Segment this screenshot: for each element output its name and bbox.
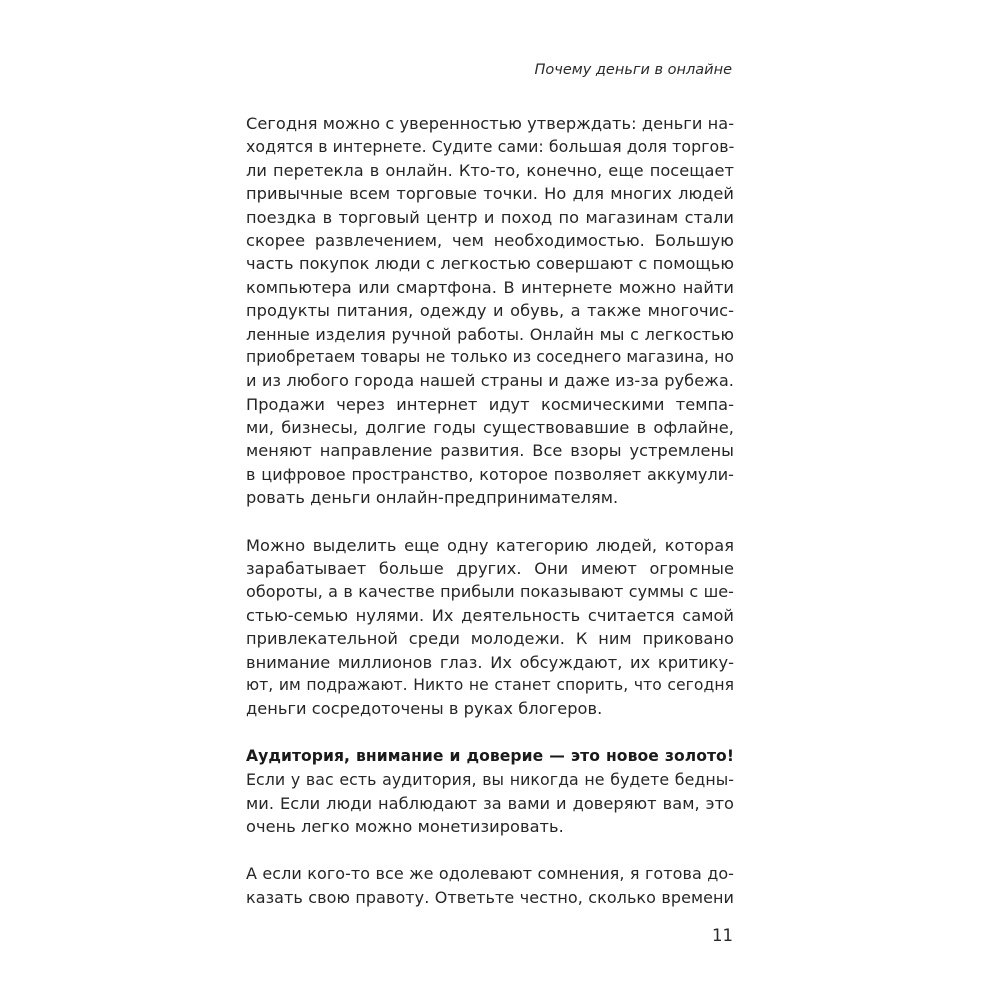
bold-statement: Аудитория, внимание и доверие — это новое золото! [246, 746, 734, 765]
body-text [246, 112, 734, 933]
text-line: деньги сосредоточены в руках блогеров. [246, 699, 603, 719]
text-line: ходятся в интернете. Судите сами: большая доля торгов- [246, 137, 735, 157]
text-line: обороты, а в качестве прибыли показывают суммы с ше- [246, 582, 734, 602]
text-line: Можно выделить еще одну категорию людей, которая [246, 535, 734, 555]
text-line: приобретаем товары не только из соседнего магазина, но [246, 347, 734, 366]
paragraph-2 [246, 534, 734, 721]
paragraph-1 [246, 112, 734, 510]
text-line: ют, им подражают. Никто не станет спорить, что сегодня [246, 675, 734, 694]
text-line: и из любого города нашей страны и даже из-за рубежа. [246, 371, 734, 391]
paragraph-4 [246, 862, 734, 909]
text-line: ленные изделия ручной работы. Онлайн мы с легкостью [246, 324, 734, 344]
text-line: привычные всем торговые точки. Но для многих людей [246, 184, 734, 204]
text-line: ми, бизнесы, долгие годы существовавшие в офлайне, [246, 418, 734, 438]
paragraph-3 [246, 745, 734, 839]
text-line: компьютера или смартфона. В интернете можно найти [246, 277, 734, 297]
text-line: привлекательной среди молодежи. К ним приковано [246, 629, 734, 649]
text-line: продукты питания, одежду и обувь, а также многочис- [246, 301, 734, 321]
text-line: казать свою правоту. Ответьте честно, сколько времени [246, 887, 734, 907]
running-header: Почему деньги в онлайне [534, 62, 732, 78]
text-line: Продажи через интернет идут космическими темпа- [246, 394, 734, 414]
text-line: поездка в торговый центр и поход по магазинам стали [246, 207, 734, 227]
text-line: часть покупок люди с легкостью совершают с помощью [246, 254, 734, 274]
text-line: Сегодня можно с уверенностью утверждать: деньги на- [246, 114, 735, 133]
page-number: 11 [712, 926, 733, 945]
text-line: ровать деньги онлайн-предпринимателям. [246, 488, 619, 508]
text-line: меняют направление развития. Все взоры устремлены [246, 441, 734, 461]
text-line: очень легко можно монетизировать. [246, 816, 564, 836]
text-line: ли перетекла в онлайн. Кто-то, конечно, еще посещает [246, 160, 734, 180]
text-line: зарабатывает больше других. Они имеют огромные [246, 559, 734, 579]
text-line: А если кого-то все же одолевают сомнения, я готова до- [246, 864, 734, 884]
text-line: стью-семью нулями. Их деятельность считается самой [246, 605, 734, 625]
text-line: Если у вас есть аудитория, вы никогда не будете бедны- [246, 770, 734, 790]
text-line: внимание миллионов глаз. Их обсуждают, их критику- [246, 652, 734, 672]
text-line: скорее развлечением, чем необходимостью. Большую [246, 230, 734, 250]
text-line: в цифровое пространство, которое позволяет аккумули- [246, 464, 734, 484]
text-line: ми. Если люди наблюдают за вами и доверяют вам, это [246, 793, 734, 813]
